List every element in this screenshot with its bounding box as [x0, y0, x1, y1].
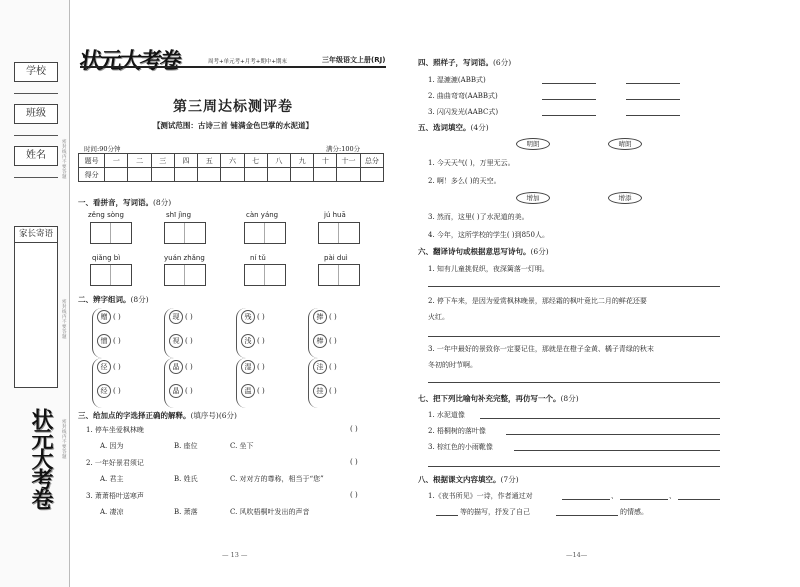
answer-paren[interactable]: ( ) [257, 363, 265, 371]
fill-question: 1.《夜书所见》一诗，作者通过对 [428, 492, 533, 500]
answer-paren[interactable]: ( ) [113, 363, 121, 371]
score-cell[interactable] [198, 168, 221, 182]
answer-paren[interactable]: ( ) [113, 337, 121, 345]
pinyin-label: càn yáng [246, 211, 279, 219]
char-circle: 晶 [169, 360, 183, 374]
school-label: 学校 [14, 62, 58, 82]
fill-question: 2. 啊！多么( )的天空。 [428, 177, 501, 185]
char-circle: 温 [241, 384, 255, 398]
word-choice-oval: 增添 [608, 192, 642, 204]
writing-grid[interactable] [90, 222, 132, 244]
char-circle: 赠 [97, 310, 111, 324]
score-header-cell: 十一 [337, 154, 360, 168]
option-c: C. 坐下 [230, 442, 254, 450]
pinyin-label: shī jìng [166, 211, 192, 219]
writing-grid[interactable] [164, 264, 206, 286]
header-subtitle: 周考+单元考+月考+期中+期末 [208, 59, 287, 65]
section-7-points: (8分) [560, 394, 579, 403]
char-circle: 湿 [241, 360, 255, 374]
score-header-cell: 九 [291, 154, 314, 168]
test-scope: 【测试范围：古诗三首 铺满金色巴掌的水泥道】 [152, 121, 314, 130]
answer-paren[interactable]: ( ) [257, 387, 265, 395]
simile-item: 1. 水泥道像 [428, 411, 465, 419]
score-header-cell: 总分 [360, 154, 383, 168]
score-cell[interactable] [314, 168, 337, 182]
score-header-cell: 八 [267, 154, 290, 168]
answer-line[interactable] [428, 336, 720, 337]
score-cell[interactable] [337, 168, 360, 182]
pattern-item: 2. 曲曲弯弯(AABB式) [428, 92, 498, 100]
section-7-title [418, 393, 579, 404]
char-circle: 现 [169, 310, 183, 324]
section-2-points: (8分) [130, 295, 149, 304]
char-circle: 经 [97, 384, 111, 398]
answer-line[interactable] [514, 450, 720, 451]
score-cell[interactable] [360, 168, 383, 182]
writing-grid[interactable] [244, 264, 286, 286]
answer-line[interactable] [542, 99, 596, 100]
score-cell[interactable] [291, 168, 314, 182]
answer-line[interactable] [626, 83, 680, 84]
char-circle: 憎 [97, 334, 111, 348]
answer-line[interactable] [506, 434, 720, 435]
writing-grid[interactable] [318, 264, 360, 286]
char-circle: 径 [97, 360, 111, 374]
question-text: 3. 萧萧梧叶送寒声 [86, 492, 144, 500]
answer-paren[interactable]: ( ) [113, 313, 121, 321]
writing-grid[interactable] [318, 222, 360, 244]
score-header-cell: 题号 [79, 154, 105, 168]
option-a: A. 君主 [100, 475, 124, 483]
answer-line[interactable] [626, 115, 680, 116]
fill-question: 的情感。 [620, 508, 648, 516]
class-label: 班级 [14, 104, 58, 124]
pinyin-label: pài duì [324, 254, 348, 262]
seal-line-note: 密封线内不要答题 [62, 420, 67, 460]
translate-question: 火红。 [428, 313, 449, 321]
section-2-title [78, 294, 149, 305]
char-circle: 棒 [313, 334, 327, 348]
page-number-left: — 13 — [222, 551, 248, 559]
section-8-points: (7分) [500, 475, 519, 484]
score-header-cell: 六 [221, 154, 244, 168]
answer-paren[interactable]: ( ) [257, 337, 265, 345]
answer-paren[interactable]: ( ) [329, 363, 337, 371]
section-1-heading: 一、看拼音，写词语。 [78, 198, 153, 207]
fill-question: 等的描写，抒发了自己 [460, 508, 530, 516]
answer-line[interactable] [678, 499, 720, 500]
translate-question: 2. 停下车来，是因为爱赏枫林晚景，那经霜的枫叶竟比二月的鲜花还要 [428, 297, 647, 305]
class-field[interactable] [14, 126, 58, 136]
header-grade: 三年级语文上册(RJ) [322, 56, 386, 64]
score-cell[interactable] [174, 168, 197, 182]
header-divider [80, 66, 386, 68]
score-header-cell: 四 [174, 154, 197, 168]
parent-comment-label: 家长寄语 [15, 227, 57, 243]
char-circle: 捧 [313, 310, 327, 324]
score-row [79, 168, 384, 182]
answer-line[interactable] [542, 115, 596, 116]
answer-paren[interactable]: ( ) [185, 313, 193, 321]
answer-paren[interactable]: ( ) [329, 313, 337, 321]
option-b: B. 座位 [174, 442, 198, 450]
answer-paren[interactable]: ( ) [257, 313, 265, 321]
answer-line[interactable] [620, 499, 668, 500]
side-logo: 状元大考卷 [28, 408, 53, 508]
score-header-cell: 一 [105, 154, 128, 168]
section-8-heading: 八、根据课文内容填空。 [418, 475, 501, 484]
score-header-cell: 十 [314, 154, 337, 168]
answer-paren[interactable]: ( ) [185, 387, 193, 395]
answer-line[interactable] [562, 499, 610, 500]
score-header-cell: 五 [198, 154, 221, 168]
char-circle: 视 [169, 334, 183, 348]
pinyin-label: zěng sòng [88, 211, 124, 219]
word-choice-oval: 增加 [516, 192, 550, 204]
score-header-cell: 二 [128, 154, 151, 168]
answer-paren[interactable]: ( ) [350, 491, 358, 499]
answer-paren[interactable]: ( ) [185, 337, 193, 345]
section-3-heading: 三、给加点的字选择正确的解释。 [78, 411, 191, 420]
question-text: 1. 停车坐爱枫林晚 [86, 426, 144, 434]
answer-paren[interactable]: ( ) [350, 425, 358, 433]
score-cell[interactable] [221, 168, 244, 182]
pinyin-label: yuán zhǎng [164, 254, 205, 262]
section-4-heading: 四、照样子，写词语。 [418, 58, 493, 67]
section-7-heading: 七、把下列比喻句补充完整，再仿写一个。 [418, 394, 561, 403]
section-2-heading: 二、辨字组词。 [78, 295, 131, 304]
writing-grid[interactable] [164, 222, 206, 244]
name-label: 姓名 [14, 146, 58, 166]
word-choice-oval: 晴朗 [608, 138, 642, 150]
option-a: A. 凄凉 [100, 508, 124, 516]
char-circle: 洼 [313, 360, 327, 374]
answer-paren[interactable]: ( ) [329, 337, 337, 345]
pattern-item: 1. 湿漉漉(ABB式) [428, 76, 486, 84]
school-field[interactable] [14, 84, 58, 94]
answer-line[interactable] [428, 466, 720, 467]
section-1-title [78, 197, 171, 208]
section-6-heading: 六、翻译诗句或根据意思写诗句。 [418, 247, 531, 256]
section-6-points: (6分) [530, 247, 549, 256]
char-circle: 晶 [169, 384, 183, 398]
pinyin-label: qiǎng bì [92, 254, 121, 262]
score-header-cell: 七 [244, 154, 267, 168]
section-6-title [418, 246, 549, 257]
answer-line[interactable] [436, 515, 458, 516]
seal-line-note: 密封线内不要答题 [62, 300, 67, 340]
score-header-row [79, 154, 384, 168]
side-strip [0, 0, 70, 587]
answer-line[interactable] [556, 515, 618, 516]
answer-paren[interactable]: ( ) [113, 387, 121, 395]
answer-paren[interactable]: ( ) [185, 363, 193, 371]
simile-item: 2. 梧桐树的落叶像 [428, 427, 486, 435]
score-cell[interactable] [105, 168, 128, 182]
full-score: 满分:100分 [326, 145, 361, 153]
translate-question: 1. 知有儿童挑促织，夜深篱落一灯明。 [428, 265, 549, 273]
fill-question: 4. 今年，这所学校的学生( )到850人。 [428, 231, 549, 239]
translate-question: 冬初的时节啊。 [428, 361, 477, 369]
simile-item: 3. 棕红色的小雨靴像 [428, 443, 493, 451]
score-cell[interactable] [244, 168, 267, 182]
pinyin-label: ní tǔ [250, 254, 266, 262]
score-cell[interactable] [267, 168, 290, 182]
translate-question: 3. 一年中最好的景致你一定要记住，那就是在橙子金黄、橘子青绿的秋末 [428, 345, 654, 353]
answer-line[interactable] [428, 286, 720, 287]
pattern-item: 3. 闪闪发光(AABC式) [428, 108, 499, 116]
parent-comment-box[interactable] [14, 226, 58, 388]
section-4-points: (6分) [493, 58, 512, 67]
fill-question: 1. 今天天气( )，万里无云。 [428, 159, 515, 167]
section-5-points: (4分) [470, 123, 489, 132]
option-c: C. 风吹梧桐叶发出的声音 [230, 508, 310, 516]
section-4-title [418, 57, 511, 68]
section-1-points: (8分) [153, 198, 172, 207]
word-choice-oval: 明朗 [516, 138, 550, 150]
answer-paren[interactable]: ( ) [350, 458, 358, 466]
brand-logo: 状元大考卷 [77, 49, 182, 74]
writing-grid[interactable] [244, 222, 286, 244]
fill-question: 3. 然而，这里( )了水泥道的美。 [428, 213, 529, 221]
char-circle: 挂 [313, 384, 327, 398]
separator: 、 [611, 492, 618, 500]
score-row-label: 得分 [79, 168, 105, 182]
answer-paren[interactable]: ( ) [329, 387, 337, 395]
answer-line[interactable] [480, 418, 720, 419]
seal-line-note: 密封线内不要答题 [62, 140, 67, 180]
answer-line[interactable] [626, 99, 680, 100]
option-a: A. 因为 [100, 442, 124, 450]
separator: 、 [669, 492, 676, 500]
section-5-heading: 五、选词填空。 [418, 123, 471, 132]
time-limit: 时间:90分钟 [84, 145, 121, 153]
writing-grid[interactable] [90, 264, 132, 286]
answer-line[interactable] [428, 382, 720, 383]
name-field[interactable] [14, 168, 58, 178]
option-b: B. 姓氏 [174, 475, 198, 483]
char-circle: 残 [241, 310, 255, 324]
char-circle: 浅 [241, 334, 255, 348]
score-cell[interactable] [151, 168, 174, 182]
option-b: B. 萧落 [174, 508, 198, 516]
section-5-title [418, 122, 489, 133]
score-header-cell: 三 [151, 154, 174, 168]
page-number-right: —14— [566, 551, 588, 559]
score-table [78, 153, 384, 182]
section-3-title [78, 410, 237, 421]
section-8-title [418, 474, 519, 485]
answer-line[interactable] [542, 83, 596, 84]
page-title: 第三周达标测评卷 [173, 99, 293, 115]
option-c: C. 对对方的尊称，相当于“您” [230, 475, 324, 483]
question-text: 2. 一年好景君须记 [86, 459, 144, 467]
pinyin-label: jú huā [324, 211, 346, 219]
section-3-points: (填序号)(6分) [190, 411, 237, 420]
score-cell[interactable] [128, 168, 151, 182]
